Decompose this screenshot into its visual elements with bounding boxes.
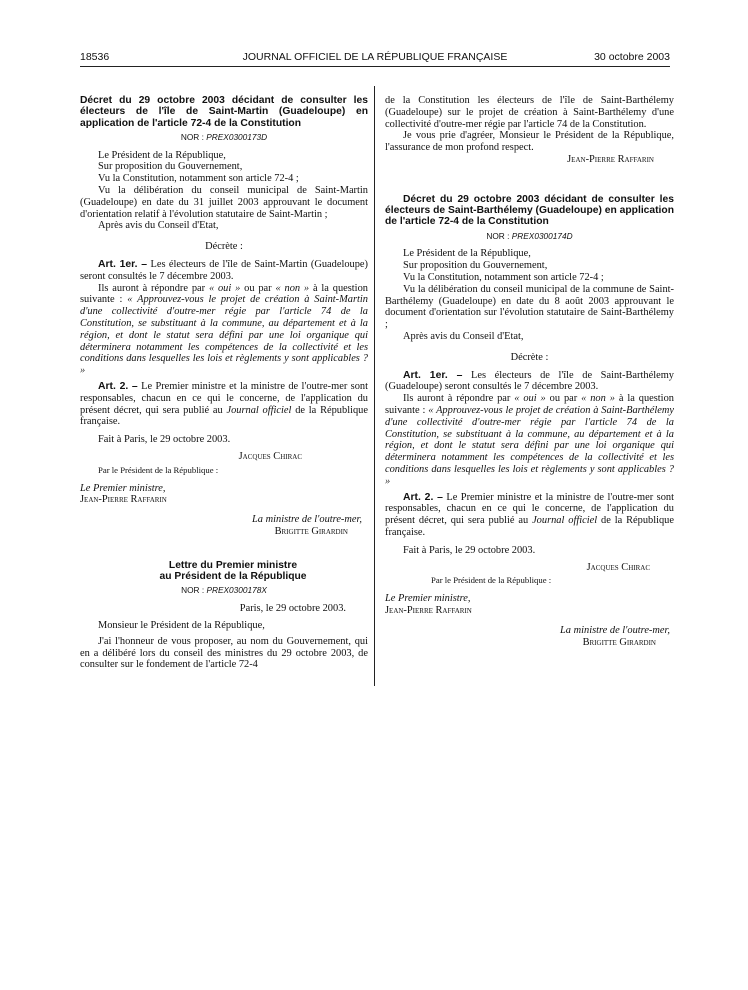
countersign-intro: Par le Président de la République : [98,464,219,475]
article-1-question: Ils auront à répondre par « oui » ou par « non » à la question suivante : « Approuvez-vous le projet de création à Saint-Martin d'une collectivité d'outre-mer régie par l'article 74 de la Constitution, se substituant à la commune, au département et à la région, et dont le statut sera défini par une loi organique qui déterminera notamment les compétences de la collectivité et les conditions dans lesquelles les lois et règlements y sont applicables ? » [80,282,368,377]
signature-president: Jacques Chirac [238,451,302,463]
nor-code: PREX0300173D [206,131,268,142]
paragraph: Vu la délibération du conseil municipal de Saint-Martin (Guadeloupe) en date du 31 juillet 2003 approuvant le document d'orientation relatif à l'évolution statutaire de Saint-Martin ; [80,185,368,220]
nor-reference [80,132,368,144]
nor-reference [80,585,368,597]
article-1 [385,370,674,394]
decree-title-saint-martin: Décret du 29 octobre 2003 décidant de consulter les électeurs de l'île de Saint-Martin (Guadeloupe) en application de l'article 72-4 de la Constitution [80,95,368,129]
decree-title-saint-barthelemy: Décret du 29 octobre 2003 décidant de consulter les électeurs de Saint-Barthélemy (Guadeloupe) en application de l'article 72-4 de la Constitution [385,193,674,228]
paragraph: Sur proposition du Gouvernement, [403,260,548,272]
page-header [80,51,670,65]
header-rule [80,66,670,67]
premier-ministre-label: Le Premier ministre, [385,593,471,605]
paragraph: Vu la Constitution, notamment son article 72-4 ; [98,173,299,185]
nor-label: NOR : [486,230,510,241]
article-label: Art. 2. – [98,381,138,393]
letter-closing: Je vous prie d'agréer, Monsieur le Président de la République, l'assurance de mon profond respect. [385,130,674,154]
article-label: Art. 1er. – [98,259,148,271]
premier-ministre-name: Jean-Pierre Raffarin [80,494,167,506]
article-label: Art. 2. – [403,491,443,503]
paragraph: Vu la délibération du conseil municipal de la commune de Saint-Barthélemy (Guadeloupe) en date du 8 août 2003 approuvant le document d'orientation sur l'évolution statutaire de Saint-Barthélemy ; [385,283,674,331]
journal-title: JOURNAL OFFICIEL DE LA RÉPUBLIQUE FRANÇAISE [242,51,508,63]
ministre-label: La ministre de l'outre-mer, [252,514,362,526]
letter-place-date: Paris, le 29 octobre 2003. [239,603,346,615]
letter-body-continued: de la Constitution les électeurs de l'île de Saint-Barthélemy (Guadeloupe) sur le projet de création à Saint-Barthélemy d'une collectivité d'outre-mer régie par l'article 74 de la Constitution. [385,95,674,130]
premier-ministre-name: Jean-Pierre Raffarin [385,604,472,616]
referendum-question: « Approuvez-vous le projet de création à Saint-Martin d'une collectivité d'outre-mer régie par l'article 74 de la Constitution, se substituant à la commune, au département et à la région, et dont le statut sera défini par une loi organique qui déterminera notamment les compétences de la collectivité et les conditions dans lesquelles les lois et règlements y sont applicables ? » [80,294,368,377]
paragraph: Le Président de la République, [98,149,226,161]
article-1 [80,259,368,283]
article-text: Les électeurs de l'île de Saint-Barthélemy (Guadeloupe) seront consultés le 7 décembre 2003. [385,369,674,393]
ministre-name: Brigitte Girardin [274,526,348,537]
premier-ministre-label: Le Premier ministre, [80,482,166,494]
countersign-intro: Par le Président de la République : [431,575,552,586]
nor-code: PREX0300174D [511,230,573,241]
signing-place-date: Fait à Paris, le 29 octobre 2003. [403,544,536,556]
paragraph: Sur proposition du Gouvernement, [98,161,243,173]
letter-signature: Jean-Pierre Raffarin [567,153,654,165]
issue-date: 30 octobre 2003 [594,51,670,63]
paragraph: Après avis du Conseil d'Etat, [403,331,524,343]
signature-president: Jacques Chirac [586,561,650,573]
ministre-label: La ministre de l'outre-mer, [560,624,670,636]
article-1-question: Ils auront à répondre par « oui » ou par « non » à la question suivante : « Approuvez-vous le projet de création à Saint-Barthélemy d'une collectivité d'outre-mer régie par l'article 74 de la Constitution, se substituant à la commune, au département et à la région, et dont le statut sera défini par une loi organique qui déterminera notamment les compétences de la collectivité et les conditions dans lesquelles les lois et règlements y sont applicables ? » [385,393,674,487]
letter-body: J'ai l'honneur de vous proposer, au nom du Gouvernement, qui en a délibéré lors du conseil des ministres du 29 octobre 2003, de consulter sur le fondement de l'article 72-4 [80,635,368,671]
letter-title-2: au Président de la République [159,571,307,583]
left-column [80,95,368,671]
article-text: Les électeurs de l'île de Saint-Martin (Guadeloupe) seront consultés le 7 décembre 2003. [80,259,368,282]
letter-title: Lettre du Premier ministre [168,559,298,571]
paragraph: Le Président de la République, [403,248,531,260]
nor-reference [385,231,674,243]
paragraph: Vu la Constitution, notamment son article 72-4 ; [403,272,604,284]
decrete-heading: Décrète : [510,351,549,363]
decrete-heading: Décrète : [205,241,243,253]
ministre-name: Brigitte Girardin [582,636,656,648]
signing-place-date: Fait à Paris, le 29 octobre 2003. [98,434,231,446]
nor-code: PREX0300178X [206,585,267,596]
right-column [385,95,674,648]
article-2: Art. 2. – Le Premier ministre et la ministre de l'outre-mer sont responsables, chacun en ce qui le concerne, de l'application du présent décret, qui sera publié au Journal officiel de la République française. [80,381,368,428]
article-2: Art. 2. – Le Premier ministre et la ministre de l'outre-mer sont responsables, chacun en ce qui le concerne, de l'application du présent décret, qui sera publié au Journal officiel de la République française. [385,491,674,538]
article-label: Art. 1er. – [403,369,463,381]
page-number: 18536 [80,51,110,63]
paragraph: Après avis du Conseil d'Etat, [98,220,219,232]
letter-salutation: Monsieur le Président de la République, [98,619,265,631]
nor-label: NOR : [181,585,205,596]
nor-label: NOR : [180,131,204,142]
column-divider [374,86,375,686]
referendum-question: « Approuvez-vous le projet de création à Saint-Barthélemy d'une collectivité d'outre-mer régie par l'article 74 de la Constitution, se substituant à la commune, au département et à la région, et dont le statut sera défini par une loi organique qui déterminera notamment les compétences de la collectivité et les conditions dans lesquelles les lois et règlements y sont applicables ? » [385,405,674,487]
